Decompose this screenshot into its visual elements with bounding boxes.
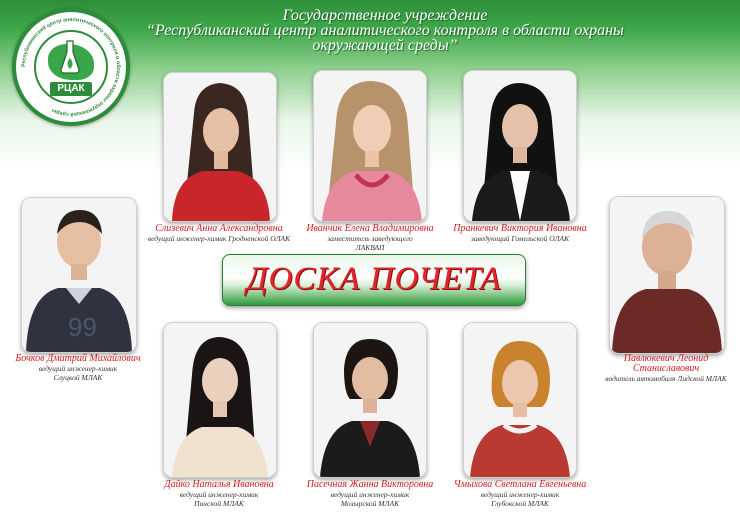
caption-ivanchik <box>290 224 450 252</box>
person-name: Слизевич Анна Александровна <box>155 223 283 234</box>
photo-ivanchik <box>313 70 427 222</box>
photo-bochkov <box>21 197 137 353</box>
caption-pasechnaya <box>290 480 450 508</box>
svg-text:Республиканский центр аналитич: Республиканский центр аналитического контроля в области охраны окружающей среды <box>20 16 122 118</box>
logo-abbreviation: РЦАК <box>50 82 92 96</box>
person-position: ведущий инженер-химик Слуцкой МЛАК <box>38 364 118 382</box>
person-name: Иванчик Елена Владимировна <box>306 223 434 234</box>
flask-icon <box>60 40 80 74</box>
photo-pavlyukevich <box>609 196 725 354</box>
person-name: Павлюкевич Леонид Станиславович <box>623 353 709 374</box>
person-name: Пасечная Жанна Викторовна <box>306 479 434 490</box>
person-position: ведущий инженер-химик Глубокской МЛАК <box>480 490 560 508</box>
photo-slizevich <box>163 72 277 222</box>
person-position: заведующий Гомельской ОЛАК <box>470 234 570 243</box>
honor-board-banner <box>222 254 526 306</box>
photo-chmykhova <box>463 322 577 478</box>
caption-prankevich <box>440 224 600 243</box>
person-name: Дайко Наталья Ивановна <box>164 479 274 490</box>
person-position: ведущий инженер-химик Пинской МЛАК <box>179 490 259 508</box>
photo-prankevich <box>463 70 577 222</box>
header-line-2: “Республиканский центр аналитического контроля в области охраны <box>146 22 624 39</box>
caption-chmykhova <box>440 480 600 508</box>
person-name: Пранкевич Виктория Ивановна <box>453 223 587 234</box>
caption-slizevich <box>140 224 298 243</box>
caption-pavlyukevich <box>588 354 740 383</box>
caption-dayko <box>140 480 298 508</box>
header-line-1: Государственное учреждение <box>282 7 488 24</box>
header-title <box>120 8 650 53</box>
svg-text:99: 99 <box>68 312 97 342</box>
photo-dayko <box>163 322 277 478</box>
logo-emblem <box>34 30 108 104</box>
person-position: ведущий инженер-химик Мозырской МЛАК <box>330 490 410 508</box>
person-position: заместитель заведующего ЛАКВАП <box>327 234 413 252</box>
banner-title: ДОСКА ПОЧЕТА <box>246 261 502 297</box>
person-position: водитель автомобиля Лидской МЛАК <box>605 374 727 383</box>
header-line-3: окружающей среды” <box>312 37 458 54</box>
person-name: Бочков Дмитрий Михайлович <box>15 353 141 364</box>
person-position: ведущий инженер-химик Гродненской ОЛАК <box>147 234 291 243</box>
person-name: Чмыхова Светлана Евгеньевна <box>453 479 587 490</box>
organization-logo <box>12 8 130 126</box>
caption-bochkov <box>0 354 156 382</box>
photo-pasechnaya <box>313 322 427 478</box>
